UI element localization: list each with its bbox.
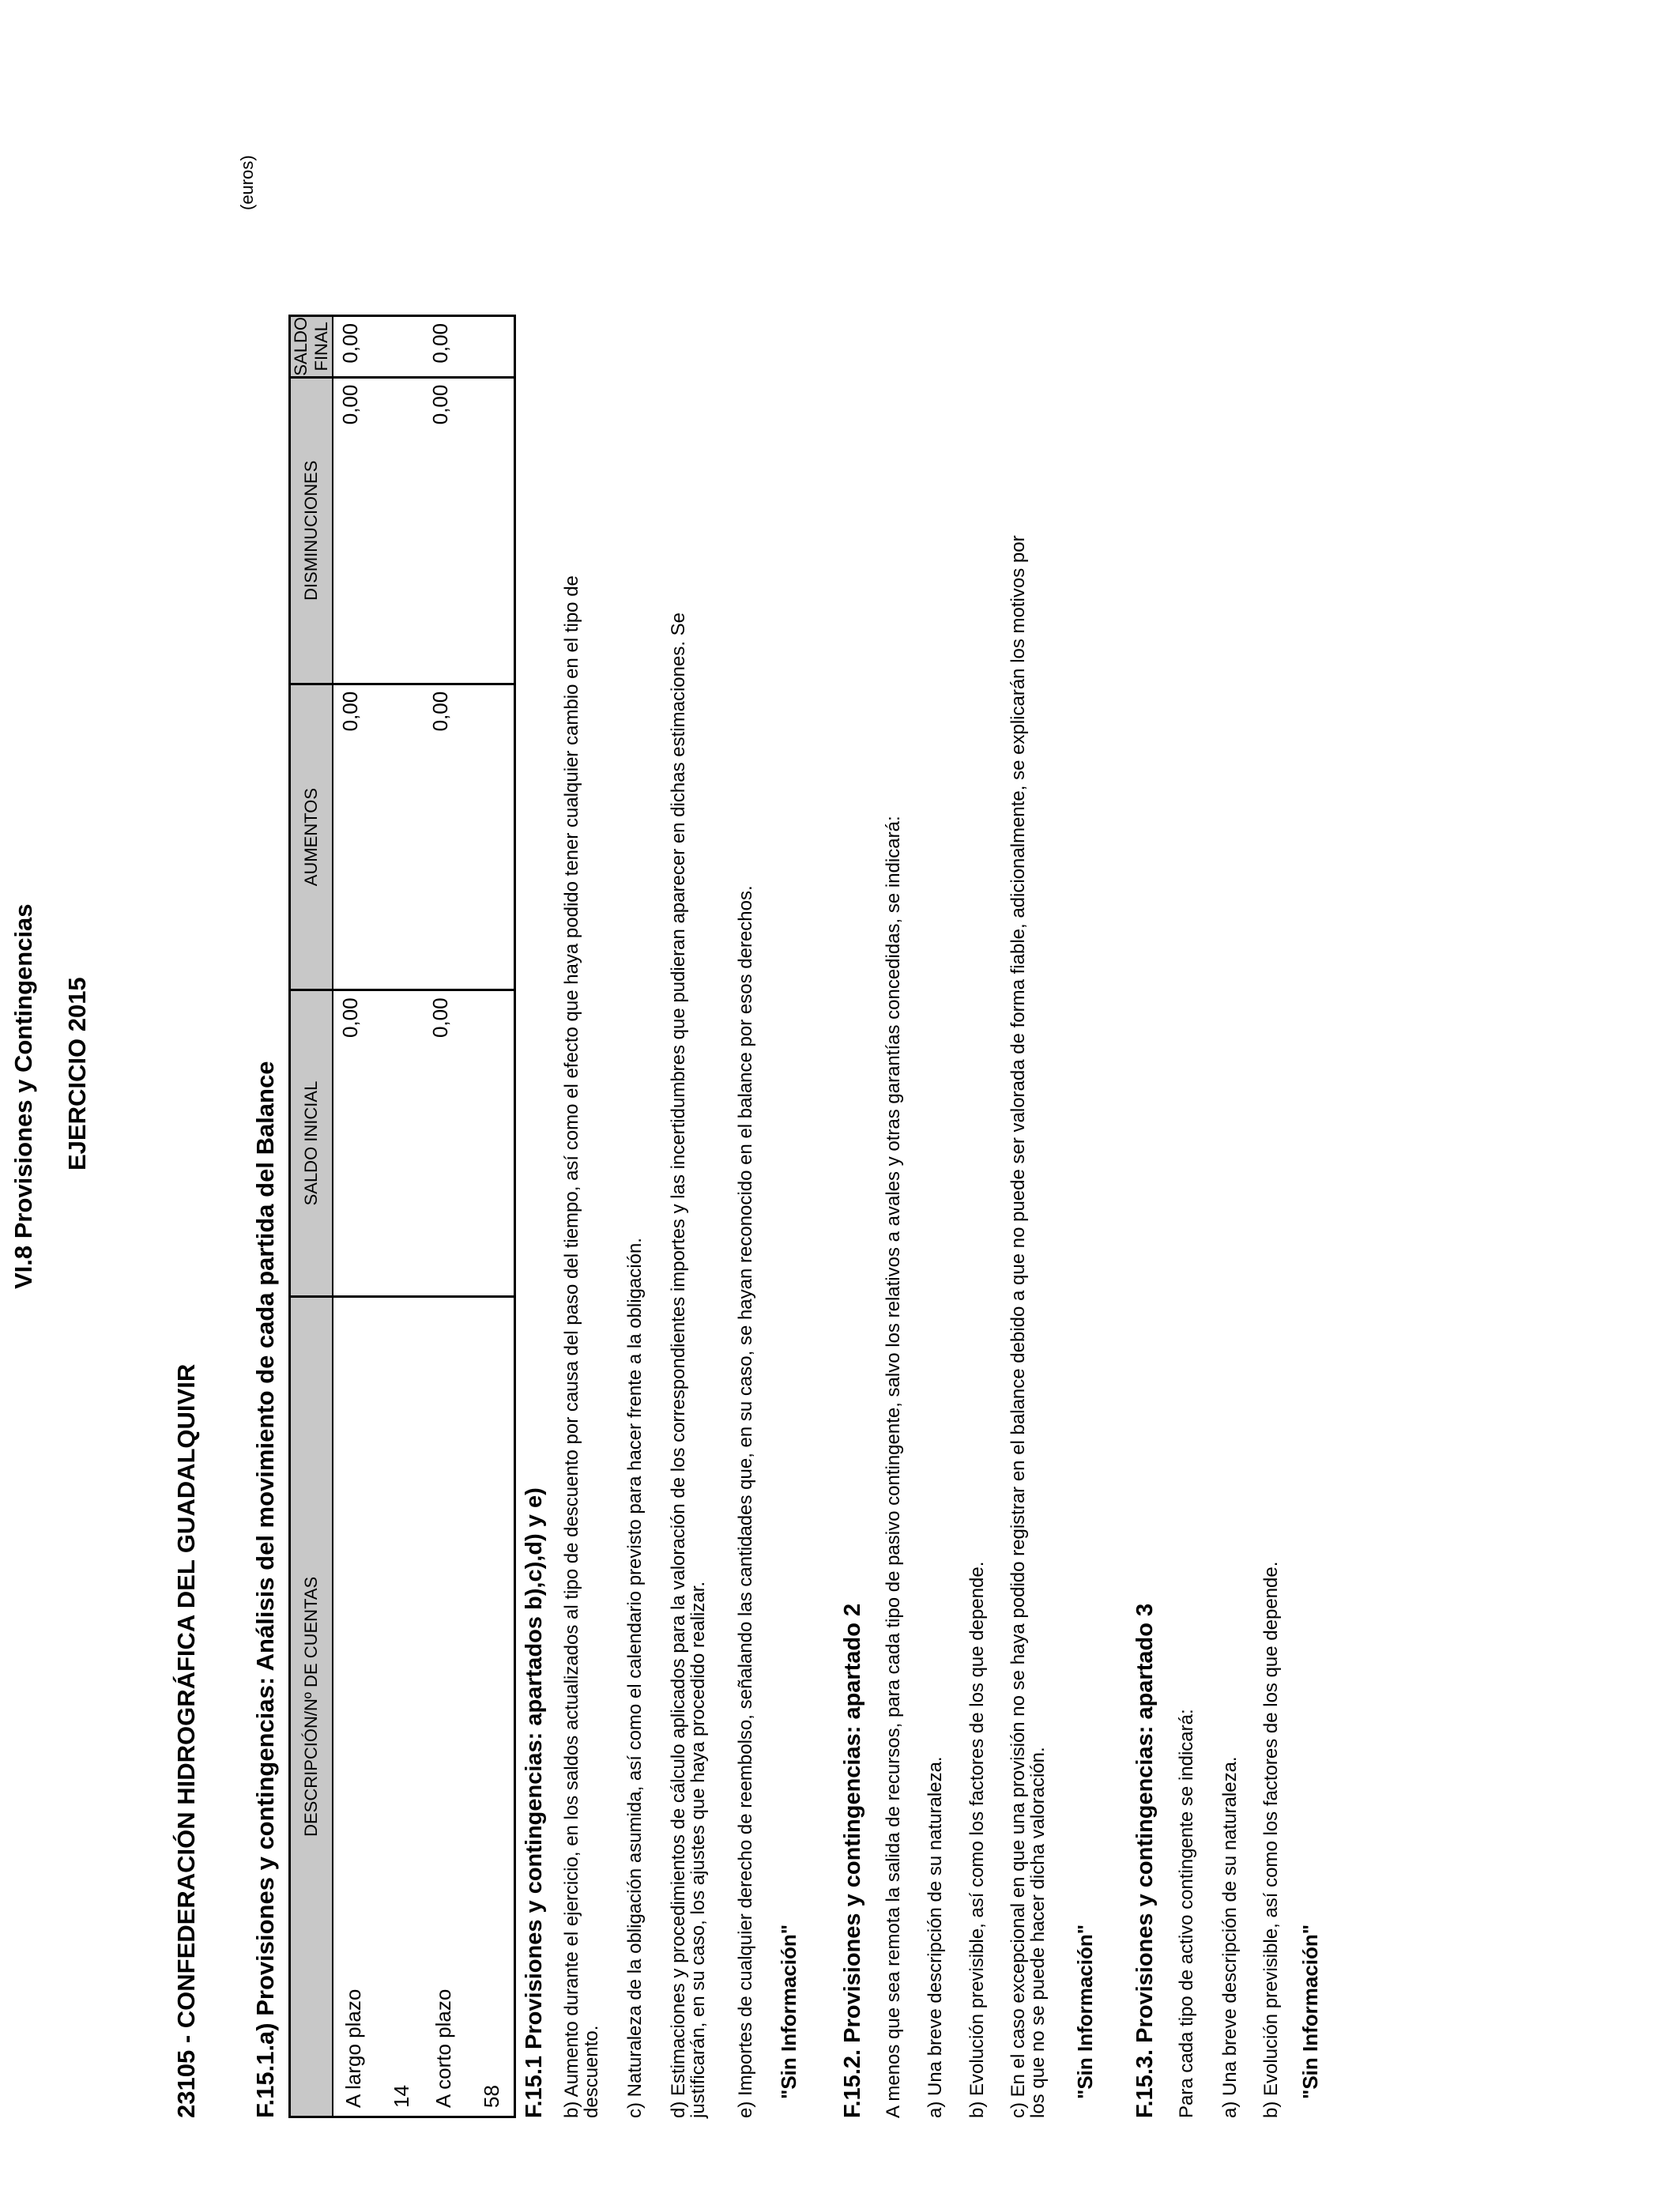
f151-e: e) Importes de cualquier derecho de reembolso, señalando las cantidades que, en su caso, se hayan reconocido en el balance por esos derechos. [735, 885, 756, 2118]
f153-sin-informacion: "Sin Información" [1298, 1924, 1322, 2099]
f151-c: c) Naturaleza de la obligación asumida, así como el calendario previsto para hacer frente a la obligación. [624, 1238, 646, 2118]
col-header-saldo-inicial: SALDO INICIAL [290, 990, 333, 1296]
row-desc-cell [424, 1296, 515, 2117]
f151-sin-informacion: "Sin Información" [777, 1924, 800, 2099]
table-row [333, 316, 424, 2117]
table-header-row [290, 316, 333, 2117]
f151-d-line1: d) Estimaciones y procedimientos de cálculo aplicados para la valoración de los correspondientes importes y las incertidumbres que pudieran aparecer en dichas estimaciones. Se [668, 612, 689, 2118]
section-title: VI.8 Provisiones y Contingencias [9, 903, 37, 1289]
f152-title: F.15.2. Provisiones y contingencias: apartado 2 [840, 1603, 865, 2118]
f152-sin-informacion: "Sin Información" [1073, 1924, 1097, 2099]
f153-b: b) Evolución previsible, así como los factores de los que depende. [1260, 1561, 1282, 2118]
col-header-descripcion: DESCRIPCIÓN/Nº DE CUENTAS [290, 1296, 333, 2117]
f151-b-line1: b) Aumento durante el ejercicio, en los saldos actualizados al tipo de descuento por causa del paso del tiempo, así como el efecto que haya podido tener cualquier cambio en el tipo de [561, 575, 582, 2118]
f152-a: a) Una breve descripción de su naturaleza. [925, 1756, 946, 2118]
aumentos-cell: 0,00 [333, 684, 424, 990]
f152-c-line1: c) En el caso excepcional en que una provisión no se haya podido registrar en el balance debido a que no puede ser valorada de forma fiable, adicionalmente, se explicarán los motivos por [1008, 535, 1029, 2118]
ejercicio-title: EJERCICIO 2015 [63, 977, 91, 1171]
row-code: 58 [480, 2085, 503, 2108]
saldo-final-cell: 0,00 [424, 316, 515, 378]
col-header-saldo-final: SALDO FINAL [291, 317, 331, 376]
entity-title: 23105 - CONFEDERACIÓN HIDROGRÁFICA DEL GUADALQUIVIR [172, 1363, 200, 2118]
row-desc-cell [333, 1296, 424, 2117]
row-desc: A largo plazo [341, 1989, 365, 2108]
f153-title: F.15.3. Provisiones y contingencias: apartado 3 [1132, 1603, 1158, 2118]
f151-b-line2: descuento. [581, 2025, 602, 2118]
f153-intro: Para cada tipo de activo contingente se indicará: [1176, 1709, 1197, 2118]
aumentos-cell: 0,00 [424, 684, 515, 990]
f153-a: a) Una breve descripción de su naturaleza. [1219, 1756, 1241, 2118]
f152-c-line2: los que no se puede hacer dicha valoración. [1027, 1747, 1049, 2118]
row-desc: A corto plazo [431, 1989, 455, 2108]
col-header-aumentos: AUMENTOS [290, 684, 333, 990]
f152-intro: A menos que sea remota la salida de recursos, para cada tipo de pasivo contingente, salvo los relativos a avales y otras garantías concedidas, se indicará: [883, 816, 904, 2118]
row-code: 14 [390, 2085, 413, 2108]
movement-table [288, 315, 516, 2118]
f151-title: F.15.1 Provisiones y contingencias: apartados b),c),d) y e) [522, 1487, 547, 2118]
disminuciones-cell: 0,00 [333, 377, 424, 684]
saldo-inicial-cell: 0,00 [424, 990, 515, 1296]
table-row [424, 316, 515, 2117]
saldo-inicial-cell: 0,00 [333, 990, 424, 1296]
f151-d-line2: justificarán, en su caso, los ajustes que haya procedido realizar. [687, 1581, 709, 2118]
f151a-title: F.15.1.a) Provisiones y contingencias: Análisis del movimiento de cada partida del Balance [251, 1061, 279, 2118]
col-header-disminuciones: DISMINUCIONES [290, 377, 333, 684]
saldo-final-cell: 0,00 [333, 316, 424, 378]
disminuciones-cell: 0,00 [424, 377, 515, 684]
unit-label: (euros) [237, 155, 257, 210]
f152-b: b) Evolución previsible, así como los factores de los que depende. [966, 1561, 988, 2118]
